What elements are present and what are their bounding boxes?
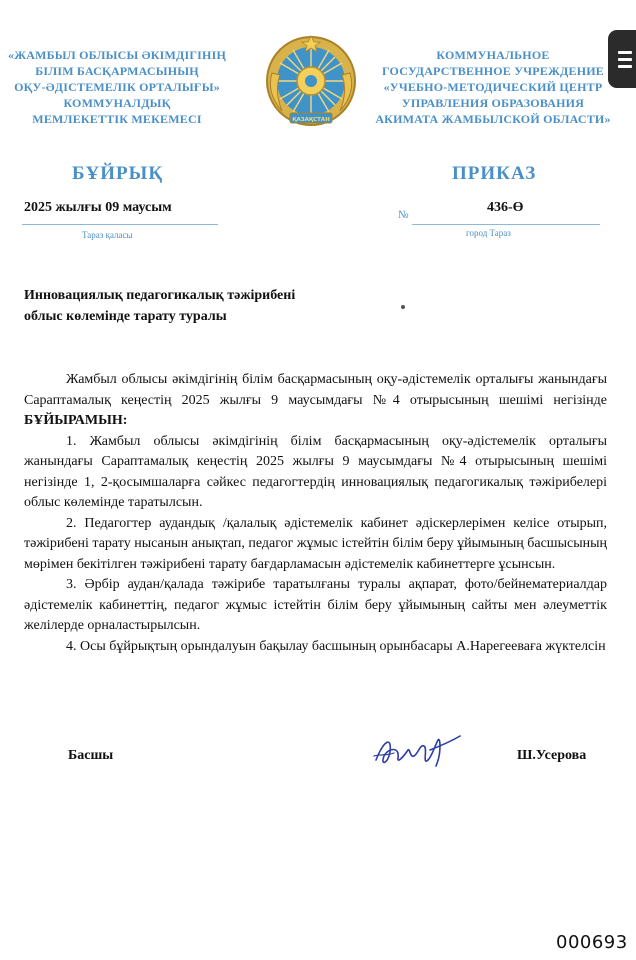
clause-paragraph: 2. Педагогтер аудандық /қалалық әдістемелік кабинет әдіскерлерімен келісе отырып, тәжірибені тарату нысанын анықтап, педагог жұмыс істейтін білім беру ұйымының басшысының мөрімен бекітілген тәжірибені тарату бағдарламасын әдістемелік кабинеттерге ұсынсын. — [24, 515, 607, 572]
emblem-banner: ҚАЗАҚСТАН — [292, 117, 330, 123]
menu-icon — [618, 51, 632, 54]
signatory-name: Ш.Усерова — [517, 748, 587, 763]
handwritten-signature — [370, 726, 462, 774]
header-line: КОММУНАЛДЫҚ — [63, 96, 171, 110]
order-number: 436-Ө — [487, 200, 524, 215]
subject-line: облыс көлемінде тарату туралы — [24, 309, 227, 324]
clause-paragraph: 4. Осы бұйрықтың орындалуын бақылау басшының орынбасары А.Нарегееваға жүктелсін — [66, 638, 606, 654]
menu-icon — [618, 58, 632, 61]
menu-button[interactable] — [608, 30, 636, 88]
header-line: КОММУНАЛЬНОЕ — [436, 48, 550, 62]
header-line: «ЖАМБЫЛ ОБЛЫСЫ ӘКІМДІГІНІҢ — [8, 48, 226, 62]
scan-speck — [401, 305, 405, 309]
order-body — [24, 370, 607, 657]
header-line: МЕМЛЕКЕТТІК МЕКЕМЕСІ — [32, 112, 202, 126]
header-line: ОҚУ-ӘДІСТЕМЕЛІК ОРТАЛЫҒЫ» — [14, 80, 220, 94]
order-keyword: БҰЙЫРАМЫН: — [24, 413, 128, 428]
header-left-kz — [0, 47, 234, 127]
divider — [412, 224, 600, 225]
header-line: АКИМАТА ЖАМБЫЛСКОЙ ОБЛАСТИ» — [375, 112, 611, 126]
order-title-kz: БҰЙРЫҚ — [72, 163, 164, 184]
document-serial: 000693 — [556, 932, 628, 953]
number-label: № — [398, 209, 409, 221]
divider — [22, 224, 218, 225]
header-line: «УЧЕБНО-МЕТОДИЧЕСКИЙ ЦЕНТР — [383, 80, 603, 94]
header-line: БІЛІМ БАСҚАРМАСЫНЫҢ — [35, 64, 199, 78]
header-line: ГОСУДАРСТВЕННОЕ УЧРЕЖДЕНИЕ — [382, 64, 604, 78]
order-date: 2025 жылғы 09 маусым — [24, 200, 172, 215]
preamble-text: Жамбыл облысы әкімдігінің білім басқармасының оқу-әдістемелік орталығы жанындағы Сараптамалық кеңестің 2025 жылғы 9 маусымдағы №4 отырысының шешімі негізінде — [24, 372, 607, 408]
preamble-paragraph — [24, 370, 607, 432]
subject-line: Инновациялық педагогикалық тәжірибені — [24, 288, 296, 303]
city-kz: Тараз қаласы — [82, 230, 133, 240]
clause-paragraph: 1. Жамбыл облысы әкімдігінің білім басқармасының оқу-әдістемелік орталығы жанындағы Сараптамалық кеңестің 2025 жылғы 9 маусымдағы №4 отырысының шешімі негізінде 1, 2-қосымшаларға сәйкес педагогтердің инновациялық педагогикалық тәжірибелері облыс көлемінде таратылсын. — [24, 433, 607, 510]
order-subject — [24, 285, 295, 327]
clause-paragraph: 3. Әрбір аудан/қалада тәжірибе таратылғаны туралы ақпарат, фото/бейнематериалдар әдістемелік кабинеттің, педагог жұмыс істейтін білім беру ұйымының сайты мен әлеуметтік желілерде орналастырылсын. — [24, 577, 607, 633]
city-ru: город Тараз — [466, 228, 511, 238]
state-emblem-icon — [264, 33, 358, 131]
menu-icon — [618, 65, 632, 68]
signatory-position: Басшы — [68, 748, 114, 763]
header-right-ru — [368, 47, 618, 127]
order-title-ru: ПРИКАЗ — [452, 163, 537, 184]
header-line: УПРАВЛЕНИЯ ОБРАЗОВАНИЯ — [401, 96, 585, 110]
